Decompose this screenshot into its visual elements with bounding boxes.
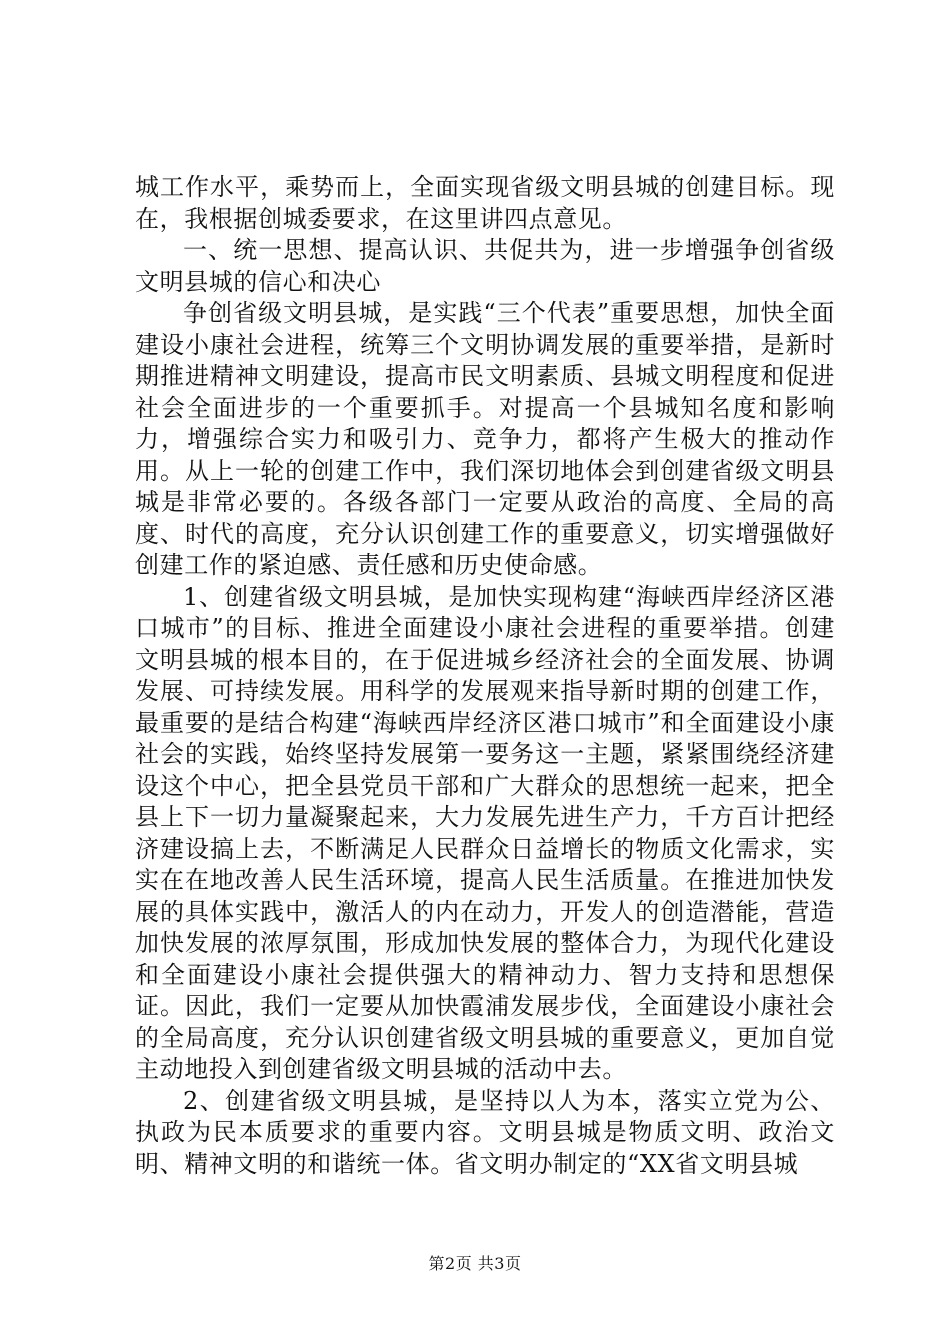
paragraph: 2、创建省级文明县城，是坚持以人为本，落实立党为公、执政为民本质要求的重要内容。文明县城是物质文明、政治文明、精神文明的和谐统一体。省文明办制定的“XX省文明县城 xyxy=(135,1086,835,1178)
document-body xyxy=(135,172,835,1180)
paragraph-continuation: 城工作水平，乘势而上，全面实现省级文明县城的创建目标。现在，我根据创城委要求，在这里讲四点意见。 xyxy=(135,173,835,233)
paragraph: 1、创建省级文明县城，是加快实现构建“海峡西岸经济区港口城市”的目标、推进全面建设小康社会进程的重要举措。创建文明县城的根本目的，在于促进城乡经济社会的全面发展、协调发展、可持续发展。用科学的发展观来指导新时期的创建工作，最重要的是结合构建“海峡西岸经济区港口城市”和全面建设小康社会的实践，始终坚持发展第一要务这一主题，紧紧围绕经济建设这个中心，把全县党员干部和广大群众的思想统一起来，把全县上下一切力量凝聚起来，大力发展先进生产力，千方百计把经济建设搞上去，不断满足人民群众日益增长的物质文化需求，实实在在地改善人民生活环境，提高人民生活质量。在推进加快发展的具体实践中，激活人的内在动力，开发人的创造潜能，营造加快发展的浓厚氛围，形成加快发展的整体合力，为现代化建设和全面建设小康社会提供强大的精神动力、智力支持和思想保证。因此，我们一定要从加快霞浦发展步伐，全面建设小康社会的全局高度，充分认识创建省级文明县城的重要意义，更加自觉主动地投入到创建省级文明县城的活动中去。 xyxy=(135,582,835,1083)
section-heading: 一、统一思想、提高认识、共促共为，进一步增强争创省级文明县城的信心和决心 xyxy=(135,236,835,296)
page-footer: 第2页 共3页 xyxy=(428,1254,522,1273)
paragraph: 争创省级文明县城，是实践“三个代表”重要思想，加快全面建设小康社会进程，统筹三个文明协调发展的重要举措，是新时期推进精神文明建设，提高市民文明素质、县城文明程度和促进社会全面进步的一个重要抓手。对提高一个县城知名度和影响力，增强综合实力和吸引力、竞争力，都将产生极大的推动作用。从上一轮的创建工作中，我们深切地体会到创建省级文明县城是非常必要的。各级各部门一定要从政治的高度、全局的高度、时代的高度，充分认识创建工作的重要意义，切实增强做好创建工作的紧迫感、责任感和历史使命感。 xyxy=(135,299,835,579)
